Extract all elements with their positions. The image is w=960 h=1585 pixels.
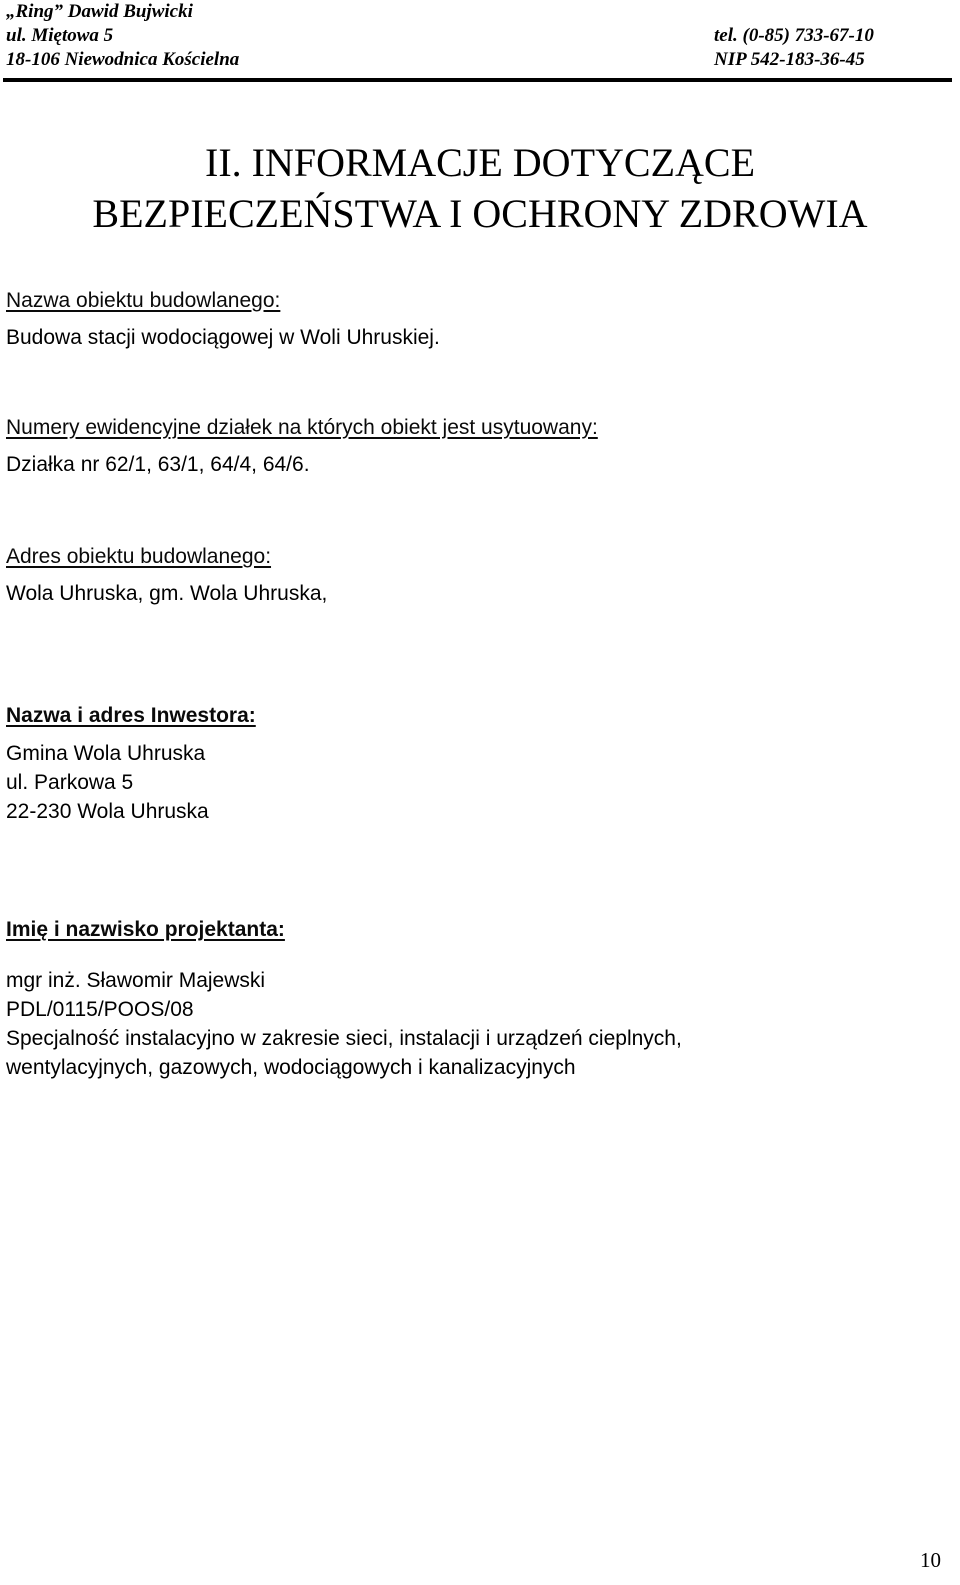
- document-title: [0, 137, 960, 239]
- plot-numbers-value: Działka nr 62/1, 63/1, 64/4, 64/6.: [6, 453, 310, 476]
- investor-label: Nazwa i adres Inwestora:: [6, 704, 256, 727]
- designer-specialty-line-2: wentylacyjnych, gazowych, wodociągowych i kanalizacyjnych: [6, 1056, 576, 1079]
- page-number: 10: [920, 1548, 941, 1572]
- plot-numbers-label: Numery ewidencyjne działek na których obiekt jest usytuowany:: [6, 416, 598, 439]
- company-phone: [714, 0, 874, 24]
- section-building-name: [6, 286, 440, 352]
- address-value: Wola Uhruska, gm. Wola Uhruska,: [6, 582, 328, 605]
- building-name-label: Nazwa obiektu budowlanego:: [6, 289, 281, 312]
- company-street: ul. Miętowa 5: [6, 25, 114, 46]
- section-plot-numbers: [6, 413, 598, 479]
- section-investor: [6, 701, 256, 826]
- designer-label: Imię i nazwisko projektanta:: [6, 918, 285, 941]
- letterhead-company-block: [6, 0, 239, 72]
- company-name: „Ring” Dawid Bujwicki: [6, 1, 193, 22]
- designer-name: mgr inż. Sławomir Majewski: [6, 969, 266, 992]
- investor-street: ul. Parkowa 5: [6, 771, 134, 794]
- investor-city: 22-230 Wola Uhruska: [6, 800, 209, 823]
- company-nip: NIP 542-183-36-45: [714, 49, 865, 70]
- building-name-value: Budowa stacji wodociągowej w Woli Uhruskiej.: [6, 326, 440, 349]
- designer-specialty-line-1: Specjalność instalacyjno w zakresie sieci, instalacji i urządzeń cieplnych,: [6, 1027, 682, 1050]
- designer-license: PDL/0115/POOS/08: [6, 998, 194, 1021]
- address-label: Adres obiektu budowlanego:: [6, 545, 272, 568]
- header-divider: [3, 78, 952, 82]
- letterhead-contact-block: [714, 0, 874, 72]
- section-address: [6, 542, 327, 608]
- document-title-line-1: II. INFORMACJE DOTYCZĄCE: [205, 140, 755, 185]
- company-city: 18-106 Niewodnica Kościelna: [6, 49, 240, 70]
- section-designer: [6, 915, 682, 1082]
- document-title-line-2: BEZPIECZEŃSTWA I OCHRONY ZDROWIA: [92, 191, 868, 236]
- investor-name: Gmina Wola Uhruska: [6, 742, 206, 765]
- company-phone-number: tel. (0-85) 733-67-10: [714, 25, 874, 46]
